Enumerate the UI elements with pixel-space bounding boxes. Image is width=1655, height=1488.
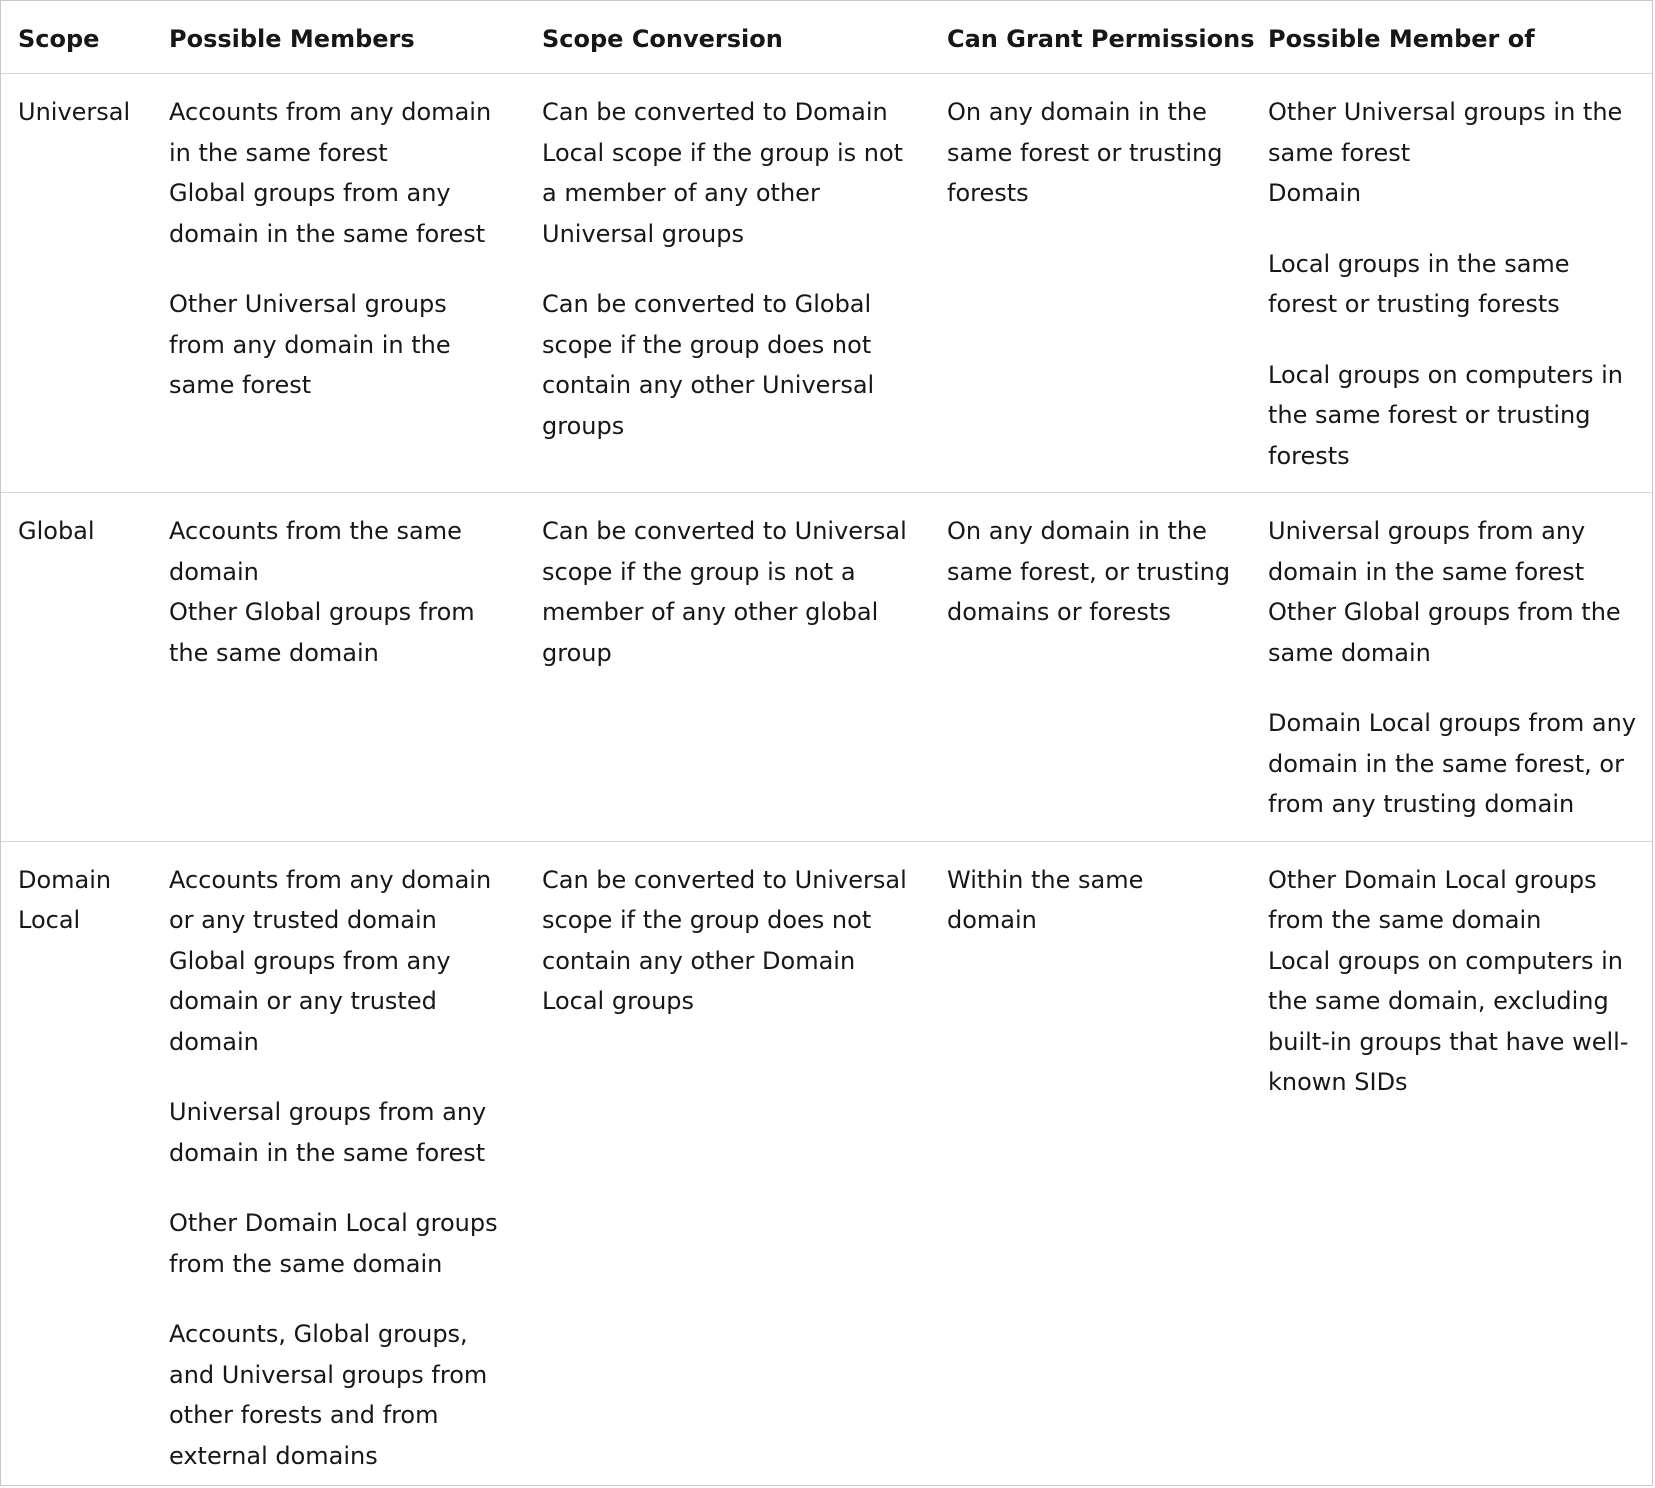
paragraph (169, 511, 510, 673)
paragraph: Can be converted to Domain Local scope if the group is not a member of any other Universal groups (542, 98, 904, 248)
cell-text: Local groups on computers in the same forest or trusting forests (1268, 360, 1623, 470)
cell-text: Accounts from any domain or any trusted domain (169, 865, 492, 934)
cell-text: Other Universal groups from any domain in the same forest (169, 290, 451, 399)
table-row-global (1, 493, 1653, 842)
cell-scope-conversion (526, 841, 931, 1486)
paragraph: Can be converted to Global scope if the group does not contain any other Universal groups (542, 290, 875, 440)
paragraph: Can be converted to Universal scope if the group is not a member of any other global group (542, 517, 907, 667)
cell-scope: Universal (1, 74, 153, 493)
paragraph (169, 1203, 510, 1284)
cell-text: Accounts from the same domain (169, 517, 462, 586)
paragraph (1268, 703, 1638, 825)
paragraph (169, 1092, 510, 1173)
cell-text: Other Domain Local groups from the same domain (1268, 865, 1597, 934)
cell-possible-member-of (1252, 493, 1653, 842)
paragraph (1268, 511, 1638, 673)
paragraph (169, 1314, 510, 1476)
cell-text: Other Global groups from the same domain (1268, 598, 1621, 667)
cell-can-grant-permissions: Within the same domain (947, 865, 1144, 934)
cell-text: Other Domain Local groups from the same domain (169, 1209, 498, 1278)
cell-scope: Global (1, 493, 153, 842)
cell-text: Global groups from any domain in the same forest (169, 179, 486, 248)
cell-text: Local groups in the same forest or trusting forests (1268, 249, 1570, 318)
cell-text: Accounts, Global groups, and Universal groups from other forests and from external domains (169, 1320, 488, 1470)
paragraph (1268, 355, 1638, 477)
group-scope-table (1, 1, 1653, 1486)
header-possible-members: Possible Members (153, 1, 526, 74)
cell-text: Other Global groups from the same domain (169, 598, 475, 667)
header-scope: Scope (1, 1, 153, 74)
cell-text: Universal groups from any domain in the same forest (169, 1098, 487, 1167)
cell-text: Global groups from any domain or any trusted domain (169, 946, 451, 1056)
cell-can-grant-permissions: On any domain in the same forest, or trusting domains or forests (931, 493, 1252, 842)
cell-can-grant-permissions: On any domain in the same forest or trusting forests (931, 74, 1252, 493)
paragraph (169, 92, 510, 254)
header-possible-member-of: Possible Member of (1252, 1, 1653, 74)
header-can-grant-permissions: Can Grant Permissions (931, 1, 1252, 74)
paragraph (1268, 92, 1638, 214)
cell-scope-conversion (526, 74, 931, 493)
table-row-domain-local (1, 841, 1653, 1486)
header-row (1, 1, 1653, 74)
cell-possible-member-of (1252, 841, 1653, 1486)
cell-possible-member-of (1252, 74, 1653, 493)
cell-text: Domain (1268, 179, 1362, 207)
header-scope-conversion: Scope Conversion (526, 1, 931, 74)
table-row-universal (1, 74, 1653, 493)
paragraph (1268, 244, 1638, 325)
cell-text: Other Universal groups in the same forest (1268, 98, 1623, 167)
cell-text: Universal groups from any domain in the same forest (1268, 517, 1586, 586)
cell-scope-conversion (526, 493, 931, 842)
cell-possible-members (153, 841, 526, 1486)
cell-possible-members (153, 74, 526, 493)
paragraph (169, 284, 510, 406)
paragraph: Can be converted to Universal scope if the group does not contain any other Domain Local groups (542, 865, 907, 1015)
cell-text: Local groups on computers in the same domain, excluding built-in groups that have well-known SIDs (1268, 946, 1629, 1096)
cell-text: Domain Local groups from any domain in the same forest, or from any trusting domain (1268, 709, 1637, 818)
paragraph (1268, 860, 1638, 1103)
cell-possible-members (153, 493, 526, 842)
cell-scope: Domain Local (18, 865, 112, 934)
paragraph (169, 860, 510, 1063)
cell-text: Accounts from any domain in the same forest (169, 98, 492, 167)
